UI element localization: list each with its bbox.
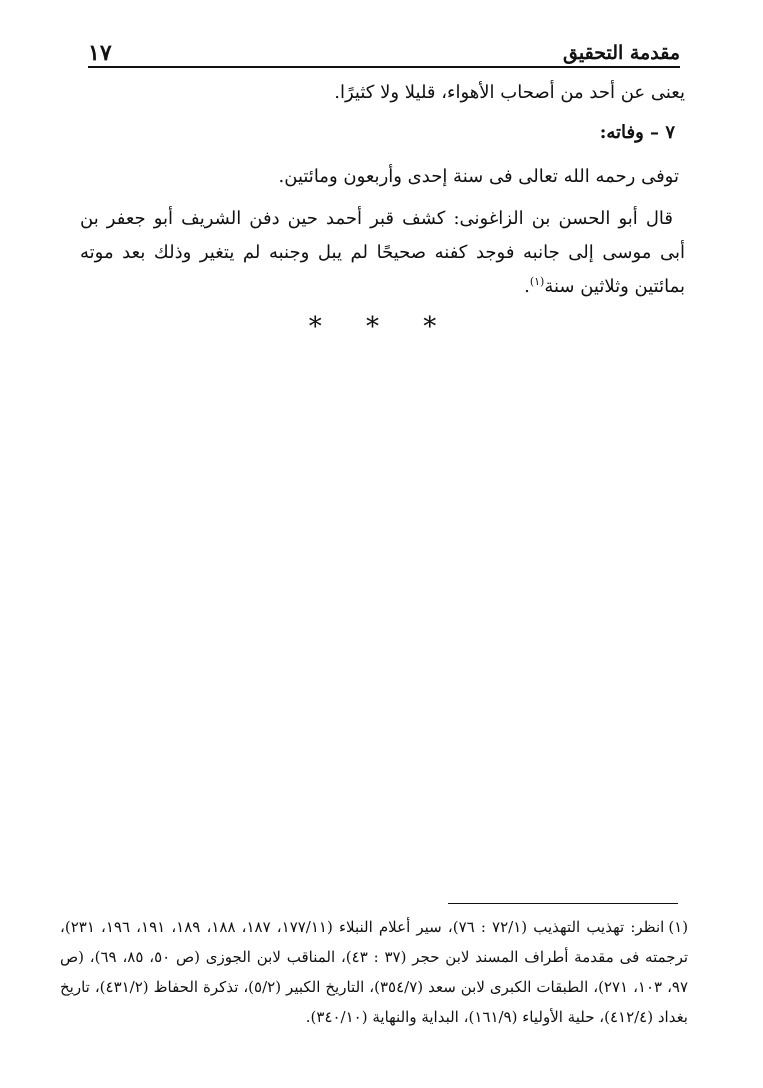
page-number: ١٧ xyxy=(88,40,112,66)
quote-paragraph xyxy=(80,202,685,304)
body-text xyxy=(80,76,685,304)
footnotes xyxy=(60,912,688,1032)
footnote-marker: (١) xyxy=(668,918,689,936)
footnote-reference[interactable]: (١) xyxy=(529,275,545,288)
header-title: مقدمة التحقيق xyxy=(563,42,680,64)
footnote-item xyxy=(60,912,688,1032)
intro-paragraph: يعنى عن أحد من أصحاب الأهواء، قليلا ولا كثيرًا. xyxy=(334,82,685,103)
quote-end: . xyxy=(524,276,530,297)
death-paragraph: توفى رحمه الله تعالى فى سنة إحدى وأربعون ومائتين. xyxy=(278,166,679,187)
section-heading: ٧ – وفاته: xyxy=(599,122,675,143)
quote-text: قال أبو الحسن بن الزاغونى: كشف قبر أحمد حين دفن الشريف أبو جعفر بن أبى موسى إلى جانبه فوجد كفنه صحيحًا لم يبل وجنبه لم يتغير وذلك بعد موته بمائتين وثلاثين سنة xyxy=(80,208,685,297)
running-header xyxy=(88,36,680,68)
footnote-divider xyxy=(448,903,678,904)
footnote-text: انظر: تهذيب التهذيب (٧٢/١ : ٧٦)، سير أعلام النبلاء (١٧٧/١١، ١٨٧، ١٨٨، ١٨٩، ١٩١، ١٩٦، ٢٣١)، ترجمته فى مقدمة أطراف المسند لابن حجر (٣٧ : ٤٣)، المناقب لابن الجوزى (ص ٥٠، ٨٥، ٦٩)، (ص ٩٧، ١٠٣، ٢٧١)، الطبقات الكبرى لابن سعد (٣٥٤/٧)، التاريخ الكبير (٥/٢)، تذكرة الحفاظ (٤٣١/٢)، تاريخ بغداد (٤١٢/٤)، حلية الأولياء (١٦١/٩)، البداية والنهاية (٣٤٠/١٠). xyxy=(60,918,689,1026)
section-separator: * * * xyxy=(308,312,455,342)
